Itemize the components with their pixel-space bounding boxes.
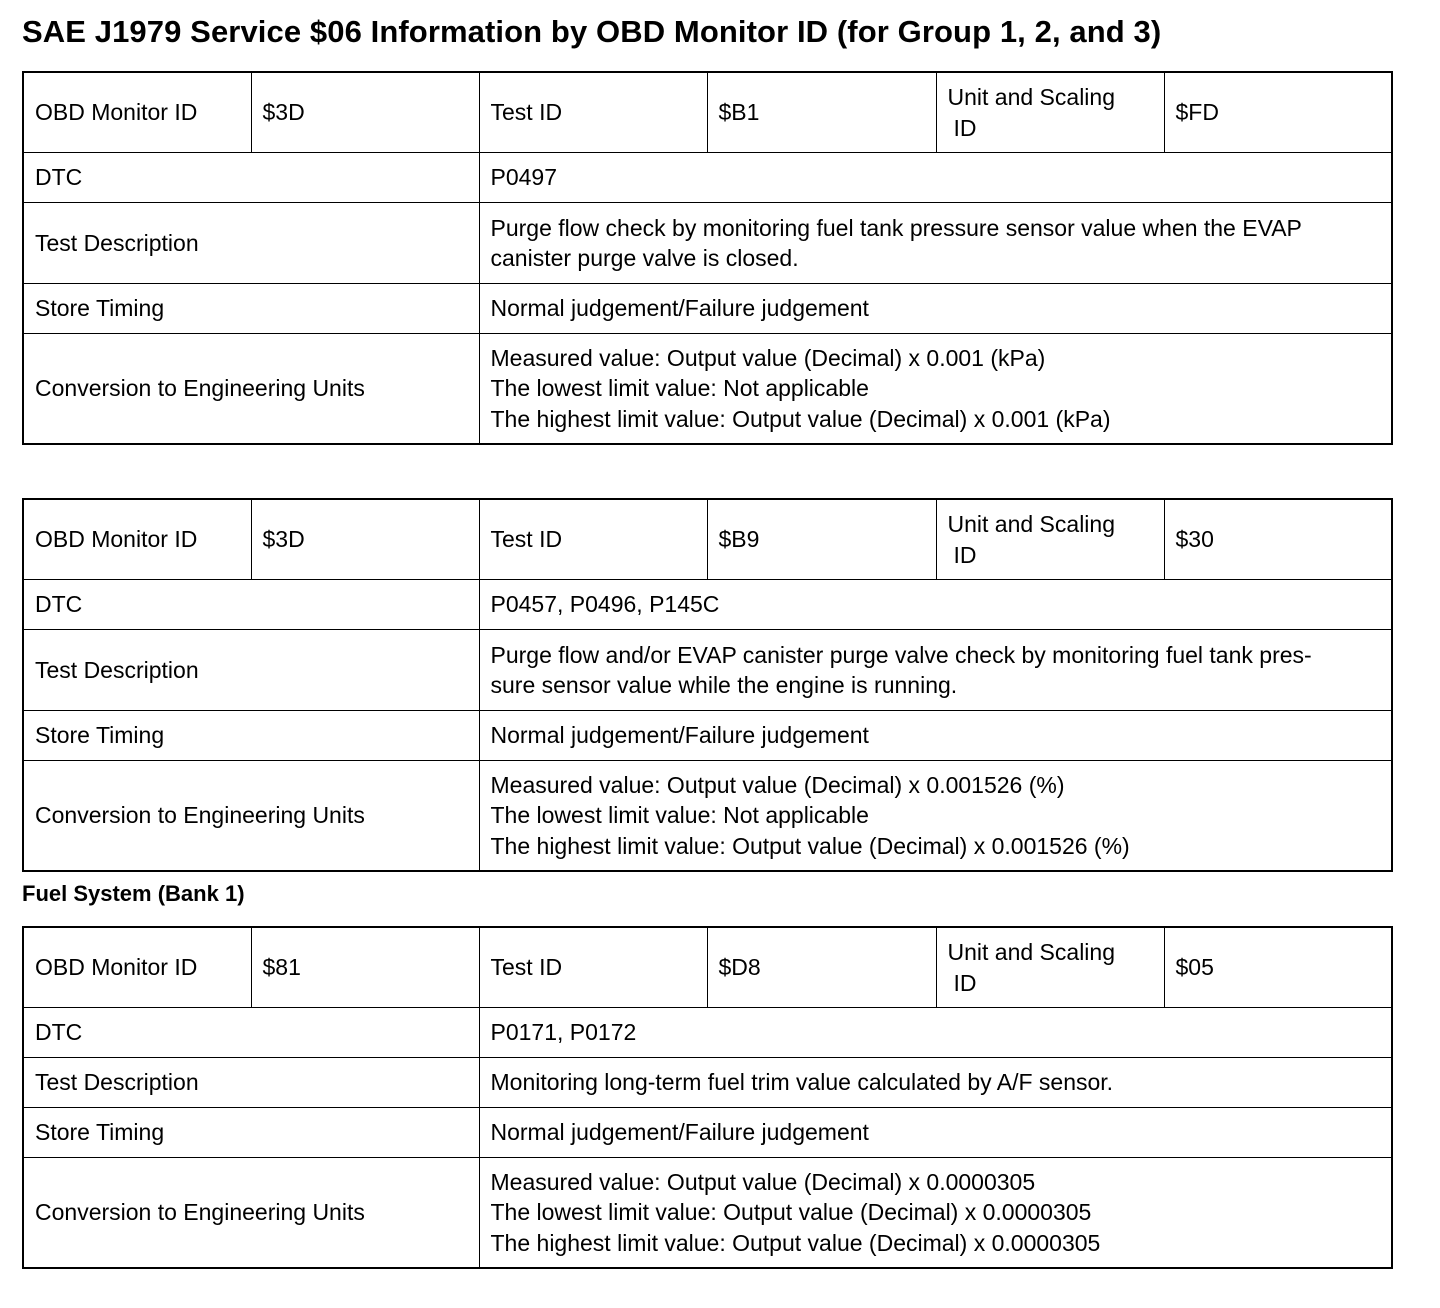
conversion-label: Conversion to Engineering Units xyxy=(23,761,479,872)
header-row xyxy=(23,927,1392,1008)
description-line-1: Monitoring long-term fuel trim value calculated by A/F sensor. xyxy=(490,1069,1114,1096)
conversion-value xyxy=(479,334,1392,445)
dtc-value: P0457, P0496, P145C xyxy=(479,580,1392,630)
conversion-line-1: Measured value: Output value (Decimal) x 0.001 (kPa) xyxy=(490,344,1046,371)
service-table-1 xyxy=(22,71,1393,445)
section-heading: Fuel System (Bank 1) xyxy=(22,881,245,906)
conversion-line-3: The highest limit value: Output value (Decimal) x 0.001 (kPa) xyxy=(490,405,1111,432)
unit-scaling-label-line-1: Unit and Scaling xyxy=(947,84,1115,110)
dtc-label: DTC xyxy=(23,153,479,203)
description-value xyxy=(479,630,1392,711)
unit-scaling-label xyxy=(936,72,1164,153)
monitor-id-label: OBD Monitor ID xyxy=(23,72,251,153)
store-timing-label: Store Timing xyxy=(23,1108,479,1158)
store-timing-row xyxy=(23,711,1392,761)
conversion-line-2: The lowest limit value: Not applicable xyxy=(490,375,869,402)
dtc-value: P0171, P0172 xyxy=(479,1008,1392,1058)
test-id-label: Test ID xyxy=(479,72,707,153)
description-row xyxy=(23,630,1392,711)
store-timing-value: Normal judgement/Failure judgement xyxy=(479,284,1392,334)
conversion-value xyxy=(479,761,1392,872)
conversion-line-3: The highest limit value: Output value (Decimal) x 0.001526 (%) xyxy=(490,832,1130,859)
description-label: Test Description xyxy=(23,630,479,711)
description-value xyxy=(479,1058,1392,1108)
conversion-row xyxy=(23,1158,1392,1269)
unit-scaling-label-line-2: ID xyxy=(953,969,977,996)
description-label: Test Description xyxy=(23,1058,479,1108)
dtc-row xyxy=(23,1008,1392,1058)
test-id-value: $D8 xyxy=(707,927,936,1008)
description-label: Test Description xyxy=(23,203,479,284)
unit-scaling-label-line-2: ID xyxy=(953,114,977,141)
test-id-value: $B9 xyxy=(707,499,936,580)
store-timing-value: Normal judgement/Failure judgement xyxy=(479,711,1392,761)
conversion-line-3: The highest limit value: Output value (Decimal) x 0.0000305 xyxy=(490,1229,1101,1256)
monitor-id-value: $81 xyxy=(251,927,479,1008)
header-row xyxy=(23,499,1392,580)
description-line-1: Purge flow and/or EVAP canister purge valve check by monitoring fuel tank pres- xyxy=(490,641,1312,668)
description-row xyxy=(23,203,1392,284)
description-value xyxy=(479,203,1392,284)
header-row xyxy=(23,72,1392,153)
test-id-label: Test ID xyxy=(479,927,707,1008)
conversion-label: Conversion to Engineering Units xyxy=(23,334,479,445)
service-table-2 xyxy=(22,498,1393,872)
dtc-label: DTC xyxy=(23,580,479,630)
conversion-line-2: The lowest limit value: Output value (Decimal) x 0.0000305 xyxy=(490,1199,1092,1226)
description-line-2: sure sensor value while the engine is running. xyxy=(490,672,958,698)
description-row xyxy=(23,1058,1392,1108)
conversion-row xyxy=(23,334,1392,445)
conversion-row xyxy=(23,761,1392,872)
service-table-3 xyxy=(22,926,1393,1269)
store-timing-label: Store Timing xyxy=(23,711,479,761)
dtc-row xyxy=(23,580,1392,630)
dtc-value: P0497 xyxy=(479,153,1392,203)
monitor-id-label: OBD Monitor ID xyxy=(23,927,251,1008)
store-timing-value: Normal judgement/Failure judgement xyxy=(479,1108,1392,1158)
unit-scaling-label xyxy=(936,499,1164,580)
description-line-1: Purge flow check by monitoring fuel tank pressure sensor value when the EVAP xyxy=(490,214,1302,241)
monitor-id-value: $3D xyxy=(251,72,479,153)
monitor-id-value: $3D xyxy=(251,499,479,580)
conversion-line-1: Measured value: Output value (Decimal) x 0.0000305 xyxy=(490,1168,1036,1195)
description-line-2: canister purge valve is closed. xyxy=(490,245,799,271)
unit-scaling-label-line-1: Unit and Scaling xyxy=(947,939,1115,965)
unit-scaling-label-line-2: ID xyxy=(953,541,977,568)
dtc-row xyxy=(23,153,1392,203)
conversion-value xyxy=(479,1158,1392,1269)
store-timing-row xyxy=(23,1108,1392,1158)
monitor-id-label: OBD Monitor ID xyxy=(23,499,251,580)
dtc-label: DTC xyxy=(23,1008,479,1058)
conversion-line-2: The lowest limit value: Not applicable xyxy=(490,802,869,829)
unit-scaling-label-line-1: Unit and Scaling xyxy=(947,511,1115,537)
unit-scaling-label xyxy=(936,927,1164,1008)
page-title: SAE J1979 Service $06 Information by OBD Monitor ID (for Group 1, 2, and 3) xyxy=(22,14,1162,49)
unit-scaling-value: $FD xyxy=(1164,72,1392,153)
test-id-value: $B1 xyxy=(707,72,936,153)
test-id-label: Test ID xyxy=(479,499,707,580)
unit-scaling-value: $30 xyxy=(1164,499,1392,580)
conversion-label: Conversion to Engineering Units xyxy=(23,1158,479,1269)
unit-scaling-value: $05 xyxy=(1164,927,1392,1008)
conversion-line-1: Measured value: Output value (Decimal) x 0.001526 (%) xyxy=(490,771,1065,798)
store-timing-label: Store Timing xyxy=(23,284,479,334)
store-timing-row xyxy=(23,284,1392,334)
